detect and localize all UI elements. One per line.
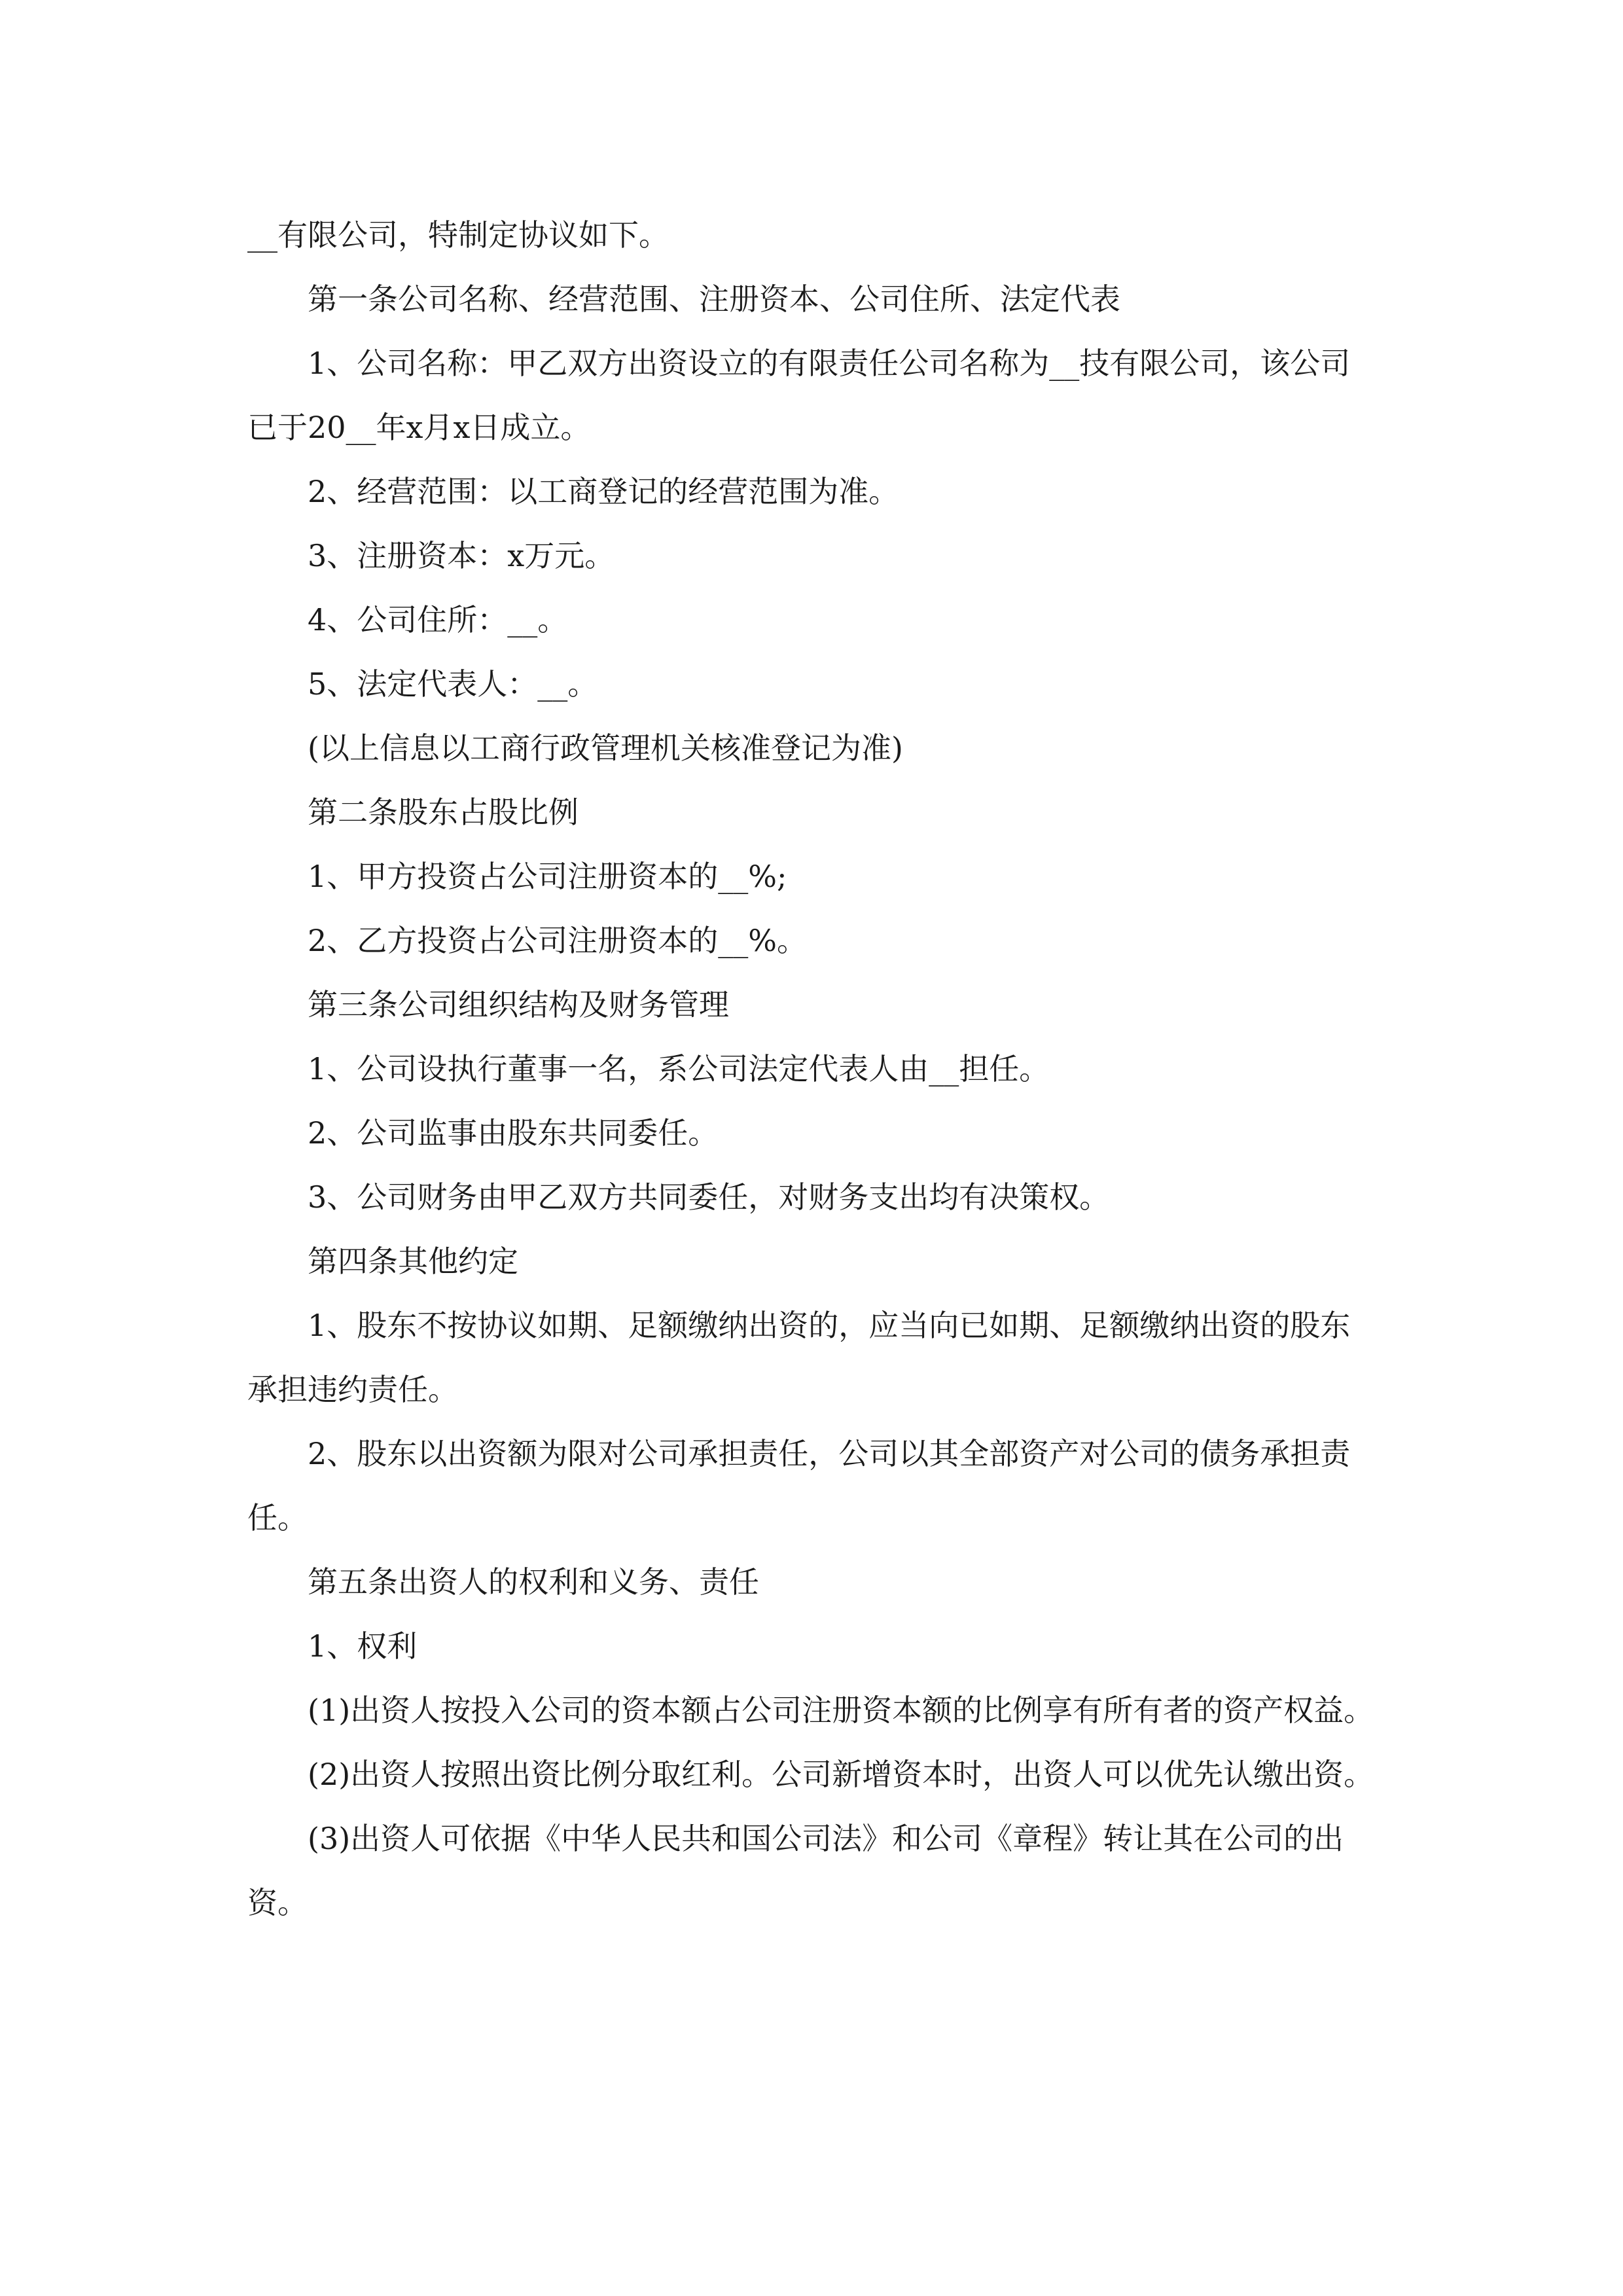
paragraph-finance: 3、公司财务由甲乙双方共同委任，对财务支出均有决策权。 [308, 1179, 1110, 1215]
paragraph-company-address: 4、公司住所：__。 [308, 602, 568, 637]
paragraph-supervisor: 2、公司监事由股东共同委任。 [308, 1115, 719, 1151]
paragraph-right-1: (1)出资人按投入公司的资本额占公司注册资本额的比例享有所有者的资产权益。 [308, 1693, 1374, 1728]
paragraph-registered-capital: 3、注册资本：x万元。 [308, 538, 615, 573]
paragraph-party-a-share: 1、甲方投资占公司注册资本的__%; [308, 859, 787, 894]
paragraph-company-name: 1、公司名称：甲乙双方出资设立的有限责任公司名称为__技有限公司，该公司已于20__年x月x日成立。 [247, 346, 1351, 445]
paragraph-business-scope: 2、经营范围：以工商登记的经营范围为准。 [308, 474, 899, 509]
paragraph-registration-note: (以上信息以工商行政管理机关核准登记为准) [308, 730, 903, 766]
article-1-heading: 第一条公司名称、经营范围、注册资本、公司住所、法定代表 [308, 281, 1120, 317]
document-body [247, 203, 1380, 1935]
article-2-heading: 第二条股东占股比例 [308, 795, 579, 830]
paragraph-right-2: (2)出资人按照出资比例分取红利。公司新增资本时，出资人可以优先认缴出资。 [308, 1757, 1374, 1792]
article-4-heading: 第四条其他约定 [308, 1244, 518, 1279]
paragraph-limited-liability: 2、股东以出资额为限对公司承担责任，公司以其全部资产对公司的债务承担责任。 [247, 1436, 1351, 1535]
paragraph-breach-liability: 1、股东不按协议如期、足额缴纳出资的，应当向已如期、足额缴纳出资的股东承担违约责任。 [247, 1308, 1351, 1407]
paragraph-party-b-share: 2、乙方投资占公司注册资本的__%。 [308, 923, 807, 958]
article-3-heading: 第三条公司组织结构及财务管理 [308, 987, 729, 1022]
article-5-heading: 第五条出资人的权利和义务、责任 [308, 1564, 759, 1600]
paragraph-legal-representative: 5、法定代表人：__。 [308, 666, 598, 702]
paragraph-right-3: (3)出资人可依据《中华人民共和国公司法》和公司《章程》转让其在公司的出资。 [247, 1821, 1344, 1920]
paragraph-rights-heading: 1、权利 [308, 1628, 418, 1664]
paragraph-executive-director: 1、公司设执行董事一名，系公司法定代表人由__担任。 [308, 1051, 1050, 1086]
paragraph-intro: __有限公司，特制定协议如下。 [247, 217, 669, 253]
